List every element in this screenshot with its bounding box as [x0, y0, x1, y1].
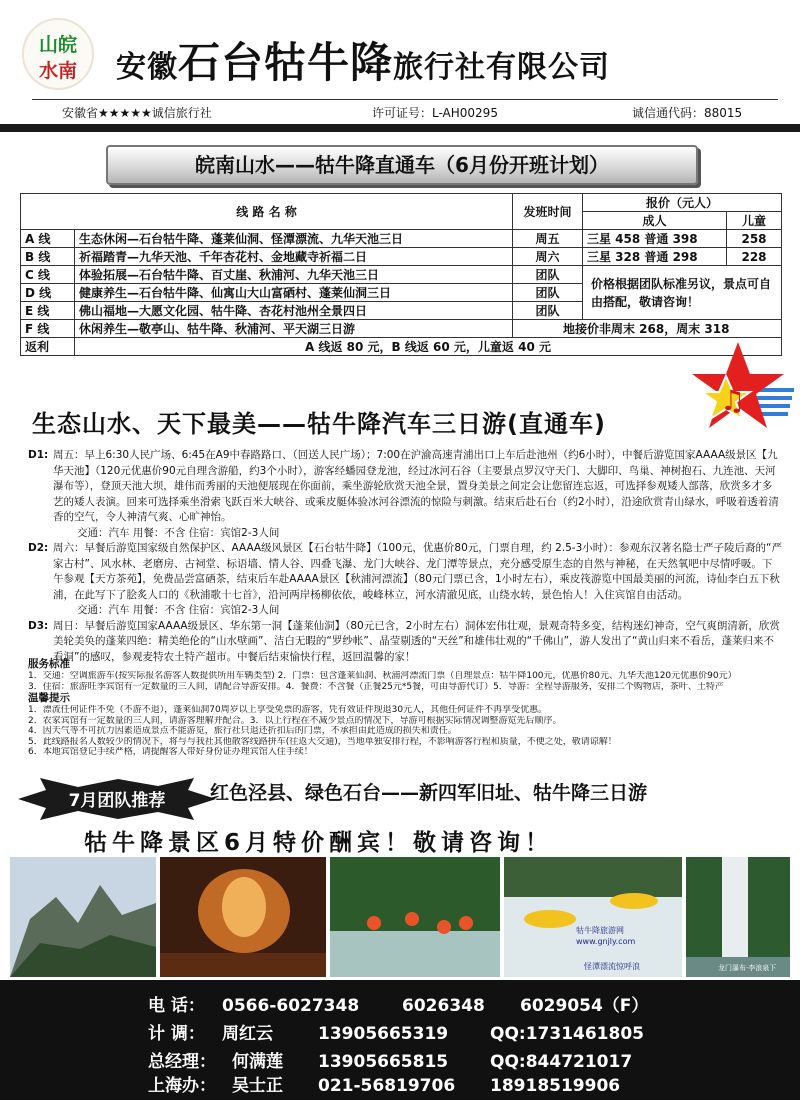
- photo-caption-rafting: 怪潭漂流惊呼浪: [584, 962, 640, 971]
- route-code: B 线: [21, 248, 75, 266]
- route-depart: 周五: [513, 230, 583, 248]
- title-prefix: 安徽: [116, 50, 178, 85]
- contact-footer: [0, 980, 800, 1100]
- photo-waterfall: [686, 857, 790, 977]
- itinerary: [28, 448, 782, 665]
- table-row: [21, 320, 782, 338]
- header-divider: [32, 99, 778, 100]
- license-number: 许可证号：L-AH00295: [372, 106, 498, 120]
- photo-stream-hiking: [330, 857, 500, 977]
- route-price-table: [20, 193, 782, 356]
- day-label: D1:: [28, 449, 49, 461]
- gm-qq: QQ:844721017: [490, 1052, 633, 1072]
- route-adult-price: 三星 458 普通 398: [583, 230, 727, 248]
- day-description: 周日：早餐后游览国家AAAA级景区、华东第一洞【蓬莱仙洞】（80元已含，2小时左右）洞体宏伟壮观，景观奇特多变，结构迷幻神奇，空气爽朗清新，欣赏美轮美奂的蓬莱四绝：精美绝伦的“山水壁画”、洁白无暇的“罗纱帐”、晶莹剔透的“天丝”和雄伟壮观的“千佛山”，游人发出了“黄山归来不看岳，蓬莱归来不看洞”的感叹，参观麦特农土特产超市。中餐后结束愉快行程，返回温馨的家！: [53, 619, 780, 663]
- logo-text-top: 山皖: [38, 34, 77, 56]
- schedule-banner: [106, 145, 698, 185]
- route-depart: 周六: [513, 248, 583, 266]
- route-name: 健康养生—石台牯牛降、仙寓山大山富硒村、蓬莱仙洞三日: [75, 284, 513, 302]
- team-price-note: 价格根据团队标准另议，景点可自由搭配，敬请咨询！: [583, 266, 782, 320]
- day-label: D3:: [28, 619, 49, 632]
- phone-number: 0566-6027348: [222, 996, 360, 1016]
- title-suffix: 旅行社有限公司: [393, 50, 611, 85]
- tip-line: 6．本地宾馆登记手续严格，请提醒客人带好身份证办理宾馆入住手续！: [28, 747, 313, 757]
- star-music-icon: [690, 336, 800, 446]
- route-depart: 团队: [513, 266, 583, 284]
- col-child: 儿童: [727, 212, 782, 230]
- tip-line: 4．因天气等不可抗力因素造成景点不能游览，旅行社只退还折扣后的门票，不承担由此造成的损失和责任。: [28, 726, 457, 736]
- music-note-icon: ♫: [720, 384, 746, 417]
- gm-label: 总经理：: [148, 1052, 216, 1072]
- rebate-row: [21, 338, 782, 356]
- badge-text: 7月团队推荐: [68, 791, 166, 811]
- company-title: [116, 30, 610, 90]
- tour-headline: 生态山水、天下最美——牯牛降汽车三日游(直通车): [32, 410, 606, 438]
- route-code: D 线: [21, 284, 75, 302]
- photo-caption-waterfall: 龙门瀑布·李浪泉下: [718, 964, 777, 972]
- gm-mobile: 13905665815: [318, 1052, 449, 1072]
- photo-strip: [10, 857, 790, 977]
- table-row: [21, 230, 782, 248]
- table-row: [21, 248, 782, 266]
- day-description: 周五：早上6:30人民广场、6:45在A9中春路路口、（回送人民广场）；7:00在沪渝高速青浦出口上车后赴池州（约6小时），中餐后游览国家AAAA级景区【九华天池】（120元优惠价90元自理含游船，约3个小时），游客经蟠园登龙池，经过冰河石谷（主要景点罗汉守天门、大脚印、鸟巢、神树抱石、九连池、天河瀑布等），登顶天池大坝，雄伟而秀丽的天池便展现在你面前，乘坐游轮欣赏天池全景，置身美景之间定会让您留连忘返，可选择参观矮人部落，欣赏多才多艺的矮人表演。回来可选择乘坐滑索飞跃百米大峡谷、或乘皮艇体验冰河谷漂流的惊险与刺激。结束后赴石台（约2小时），沿途欣赏青山绿水，呼吸着透着清香的空气，令人神清气爽、心旷神怡。: [53, 449, 779, 523]
- photo-cave: [160, 857, 326, 977]
- service-line: 1．交通：空调旅游车(按实际报名游客人数提供所用车辆类型) 2．门票：包含蓬莱仙洞、秋浦河漂流门票（自理景点：牯牛降100元，优惠价80元、九华天池120元优惠价90元）: [28, 671, 737, 681]
- rebate-label: 返利: [21, 338, 75, 356]
- photo-mountain: [10, 857, 156, 977]
- credit-rating: 安徽省★★★★★诚信旅行社: [62, 106, 212, 120]
- photo-rafting: [504, 857, 682, 977]
- route-local-price: 地接价非周末 268，周末 318: [513, 320, 782, 338]
- col-route-name: 线 路 名 称: [21, 194, 513, 230]
- service-line: 3．住宿：旅游旺季宾馆有一定数量的三人间，请配合导游安排。4．餐费：不含餐（正餐25元*5餐，可由导游代订）5．导游：全程导游服务，安排二个购物店，茶叶、土特产: [28, 681, 724, 692]
- shanghai-name: 吴士正: [232, 1076, 283, 1096]
- route-code: A 线: [21, 230, 75, 248]
- route-depart: 团队: [513, 284, 583, 302]
- company-logo: [22, 18, 94, 90]
- gm-name: 何满莲: [232, 1052, 283, 1072]
- dispatch-label: 计 调：: [148, 1024, 205, 1044]
- tip-line: 1．漂流任何证件不免（不游不退），蓬莱仙洞70周岁以上享受免票的游客，凭有效证件现退30元人，其他任何证件不再享受优惠。: [28, 705, 548, 715]
- photo-watermark-site: 牯牛降旅游网: [576, 926, 624, 935]
- shanghai-label: 上海办：: [148, 1076, 216, 1096]
- route-name: 祈福踏青—九华天池、千年杏花村、金地藏寺祈福二日: [75, 248, 513, 266]
- day-meta: 交通：汽车 用餐：不含 住宿：宾馆2-3人间: [77, 526, 280, 539]
- route-adult-price: 三星 328 普通 298: [583, 248, 727, 266]
- shanghai-mobile: 18918519906: [490, 1076, 621, 1096]
- day-description: 周六：早餐后游览国家级自然保护区、AAAA级风景区【石台牯牛降】（100元，优惠价80元，门票自理，约 2.5-3小时）：参观东汉著名隐士严子陵后裔的“严家古村”、风水林、老磨房、古祠堂、标语墙、情人谷、四叠飞瀑、龙门大峡谷、龙门潭等景点，充分感受原生态的自然与神秘，在天然氧吧中尽情呼吸。下午参观【天方茶苑】，免费品尝富硒茶，结束后车赴AAAA景区【秋浦河漂流】（80元门票已含，1小时左右），乘皮筏游览中国最美丽的河流，诗仙李白五下秋浦，在此写下了脍炙人口的《秋浦歌十七首》，沿河两岸杨柳依依，峻峰林立，河水清澈见底，山绕水转，景色怡人！入住宾馆自由活动。: [53, 542, 782, 601]
- dispatch-name: 周红云: [222, 1024, 273, 1044]
- tip-line: 5．此线路报名人数较少的情况下，将与与我社其他散客线路拼车(往返大交通)，当地单独安排行程，不影响游客行程和质量，不便之处，敬请谅解！: [28, 736, 617, 747]
- col-price: 报价（元人）: [583, 194, 782, 212]
- route-child-price: 228: [727, 248, 782, 266]
- phone-label: 电 话：: [148, 996, 205, 1016]
- route-depart: 团队: [513, 302, 583, 320]
- service-title: 服务标准: [28, 658, 70, 670]
- shanghai-phone: 021-56819706: [318, 1076, 456, 1096]
- special-offer: 牯牛降景区6月特价酬宾！敬请咨询！: [84, 830, 554, 856]
- logo-text-bottom: 水南: [38, 60, 77, 82]
- july-badge: [18, 778, 216, 820]
- table-row: [21, 266, 782, 284]
- col-adult: 成人: [583, 212, 727, 230]
- route-child-price: 258: [727, 230, 782, 248]
- tips-title: 温馨提示: [28, 692, 70, 704]
- tip-line: 2．农家宾馆有一定数量的三人间，请游客理解并配合。3．以上行程在不减少景点的情况下，导游可根据实际情况调整游览先后顺序。: [28, 715, 562, 726]
- title-main: 石台牯牛降: [178, 38, 394, 87]
- phone-number: 6026348: [402, 996, 485, 1016]
- service-section: [28, 658, 782, 758]
- photo-watermark-url: www.gnjly.com: [576, 937, 636, 946]
- route-code: C 线: [21, 266, 75, 284]
- itinerary-day-1: [28, 448, 782, 541]
- banner-text: 皖南山水——牯牛降直通车（6月份开班计划）: [195, 153, 609, 177]
- route-name: 休闲养生—敬亭山、牯牛降、秋浦河、平天湖三日游: [75, 320, 513, 338]
- col-depart-time: 发班时间: [513, 194, 583, 230]
- route-name: 佛山福地—大愿文化园、牯牛降、杏花村池州全景四日: [75, 302, 513, 320]
- header-bar: [0, 124, 800, 132]
- route-code: E 线: [21, 302, 75, 320]
- rebate-text: A 线返 80 元，B 线返 60 元，儿童返 40 元: [75, 338, 782, 356]
- july-recommendation: 红色泾县、绿色石台——新四军旧址、牯牛降三日游: [210, 782, 648, 804]
- integrity-code: 诚信通代码：88015: [632, 106, 743, 120]
- table-header-row: [21, 194, 782, 212]
- route-code: F 线: [21, 320, 75, 338]
- dispatch-qq: QQ:1731461805: [490, 1024, 644, 1044]
- dispatch-mobile: 13905665319: [318, 1024, 449, 1044]
- itinerary-day-2: [28, 541, 782, 619]
- day-meta: 交通：汽车 用餐：不含 住宿：宾馆2-3人间: [77, 604, 280, 616]
- day-label: D2:: [28, 542, 49, 554]
- route-name: 生态休闲—石台牯牛降、蓬莱仙洞、怪潭漂流、九华天池三日: [75, 230, 513, 248]
- route-name: 体验拓展—石台牯牛降、百丈崖、秋浦河、九华天池三日: [75, 266, 513, 284]
- fax-number: 6029054（F）: [520, 996, 649, 1016]
